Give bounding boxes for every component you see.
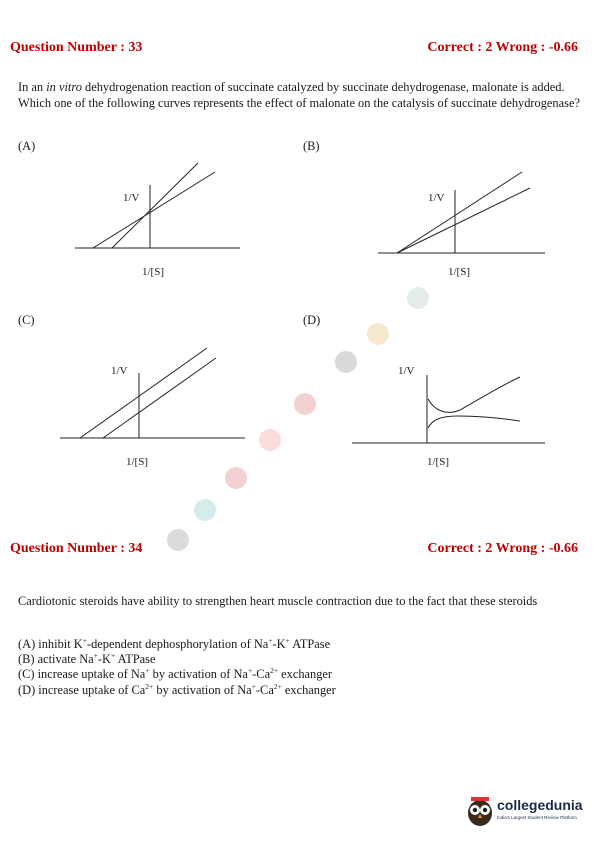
seal-2 [367, 323, 389, 345]
graph-c-line-1 [80, 348, 207, 438]
graph-c-y-label: 1/V [111, 365, 128, 377]
option-c-letter: (C) [18, 313, 35, 327]
graph-b-line-1 [397, 172, 522, 253]
graph-a-x-label: 1/[S] [142, 266, 164, 278]
question-34-options [18, 637, 578, 698]
question-34-header [10, 541, 578, 561]
collegedunia-logo [465, 795, 590, 830]
question-number: Question Number : 34 [10, 541, 143, 556]
option-d-letter: (D) [303, 313, 321, 327]
score-info: Correct : 2 Wrong : -0.66 [427, 541, 578, 556]
option-b: (B) activate Na+-K+ ATPase [18, 651, 156, 667]
logo-tagline: India's Largest Student Review Platform [497, 815, 577, 820]
graph-b-line-2 [397, 188, 530, 253]
question-34-text: Cardiotonic steroids have ability to strengthen heart muscle contraction due to the fact that these steroids [18, 594, 538, 608]
watermark-seals [167, 287, 429, 551]
graph-c [60, 348, 245, 438]
option-a: (A) inhibit K+-dependent dephosphorylation of Na+-K+ ATPase [18, 635, 331, 651]
owl-icon [465, 795, 495, 827]
graph-a-line-2 [112, 163, 198, 248]
option-b-letter: (B) [303, 139, 320, 153]
graph-d-curve-1 [428, 377, 520, 412]
graph-d-y-label: 1/V [398, 365, 415, 377]
score-info: Correct : 2 Wrong : -0.66 [427, 40, 578, 55]
seal-7 [194, 499, 216, 521]
option-d: (D) increase uptake of $Ca^{2+}$ by activation of $Na^+-Ca^{2+}$ exchanger [18, 681, 336, 697]
seal-1 [407, 287, 429, 309]
question-number: Question Number : 33 [10, 40, 143, 55]
seal-6 [225, 467, 247, 489]
seal-4 [294, 393, 316, 415]
graph-a [75, 163, 240, 248]
logo-name: collegedunia [497, 797, 583, 813]
question-33-text: In an in vitro dehydrogenation reaction of succinate catalyzed by succinate dehydrogenase, malonate is added. Which one of the following curves represents the effect of malonate on the catalysis of succinate dehydrogenase? [18, 80, 580, 110]
graph-d-x-label: 1/[S] [427, 456, 449, 468]
option-a-letter: (A) [18, 139, 36, 153]
graph-a-y-label: 1/V [123, 192, 140, 204]
italic-term: in vitro [46, 80, 82, 94]
graph-a-line-1 [93, 172, 215, 248]
seal-3 [335, 351, 357, 373]
seal-5 [259, 429, 281, 451]
graph-c-x-label: 1/[S] [126, 456, 148, 468]
graph-d-curve-2 [428, 416, 520, 428]
option-c: (C) increase uptake of Na+ by activation of $Na^+-Ca^{2+}$ exchanger [18, 666, 333, 682]
graph-d [352, 375, 545, 443]
graph-b-x-label: 1/[S] [448, 266, 470, 278]
graph-b [378, 172, 545, 253]
graph-b-y-label: 1/V [428, 192, 445, 204]
